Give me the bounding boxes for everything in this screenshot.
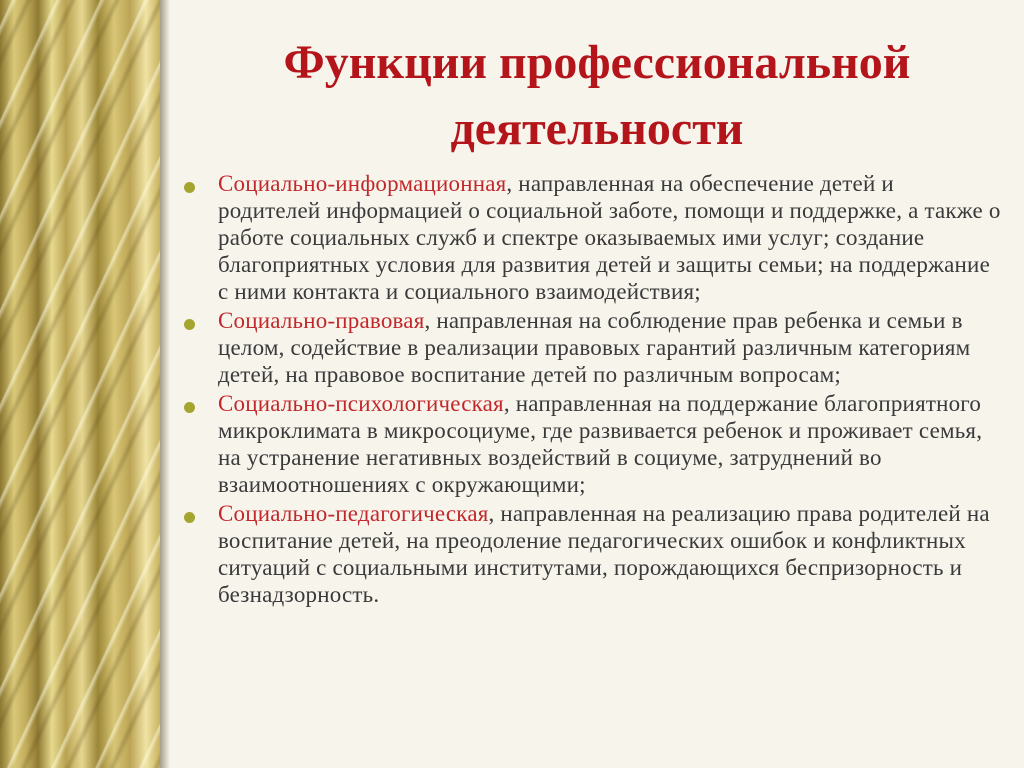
decorative-gold-border bbox=[0, 0, 160, 768]
bullet-dot-icon bbox=[184, 182, 195, 193]
bullet-description: , направленная на соблюдение прав ребенка и семьи в целом, содействие в реализации правовых гарантий различным категориям детей, на правовое воспитание детей по различным вопросам; bbox=[218, 308, 971, 387]
bullet-description: , направленная на поддержание благоприятного микроклимата в микросоциуме, где развивается ребенок и проживает семья, на устранение негативных воздействий в социуме, затруднений во взаимоотношениях с окружающими; bbox=[218, 391, 983, 497]
list-item bbox=[182, 500, 1002, 608]
bullet-lead-term: Социально-информационная bbox=[218, 171, 507, 196]
slide-title: Функции профессиональной деятельности bbox=[283, 36, 911, 155]
bullet-dot-icon bbox=[184, 402, 195, 413]
bullet-description: , направленная на обеспечение детей и родителей информацией о социальной заботе, помощи и поддержке, а также о работе социальных служб и спектре оказываемых ими услуг; создание благоприятных условия для развития детей и защиты семьи; на поддержание с ними контакта и социального взаимодействия; bbox=[218, 171, 1001, 304]
bullet-dot-icon bbox=[184, 319, 195, 330]
bullet-list bbox=[182, 170, 1002, 610]
bullet-text bbox=[218, 390, 1002, 498]
bullet-dot-icon bbox=[184, 512, 195, 523]
bullet-text bbox=[218, 307, 1002, 388]
bullet-text bbox=[218, 170, 1002, 305]
list-item bbox=[182, 307, 1002, 388]
bullet-lead-term: Социально-правовая bbox=[218, 308, 425, 333]
bullet-lead-term: Социально-педагогическая bbox=[218, 501, 489, 526]
list-item bbox=[182, 170, 1002, 305]
bullet-text bbox=[218, 500, 1002, 608]
bullet-lead-term: Социально-психологическая bbox=[218, 391, 504, 416]
list-item bbox=[182, 390, 1002, 498]
bullet-description: , направленная на реализацию права родителей на воспитание детей, на преодоление педагогических ошибок и конфликтных ситуаций с социальными институтами, порождающихся беспризорность и безнадзорность. bbox=[218, 501, 990, 607]
